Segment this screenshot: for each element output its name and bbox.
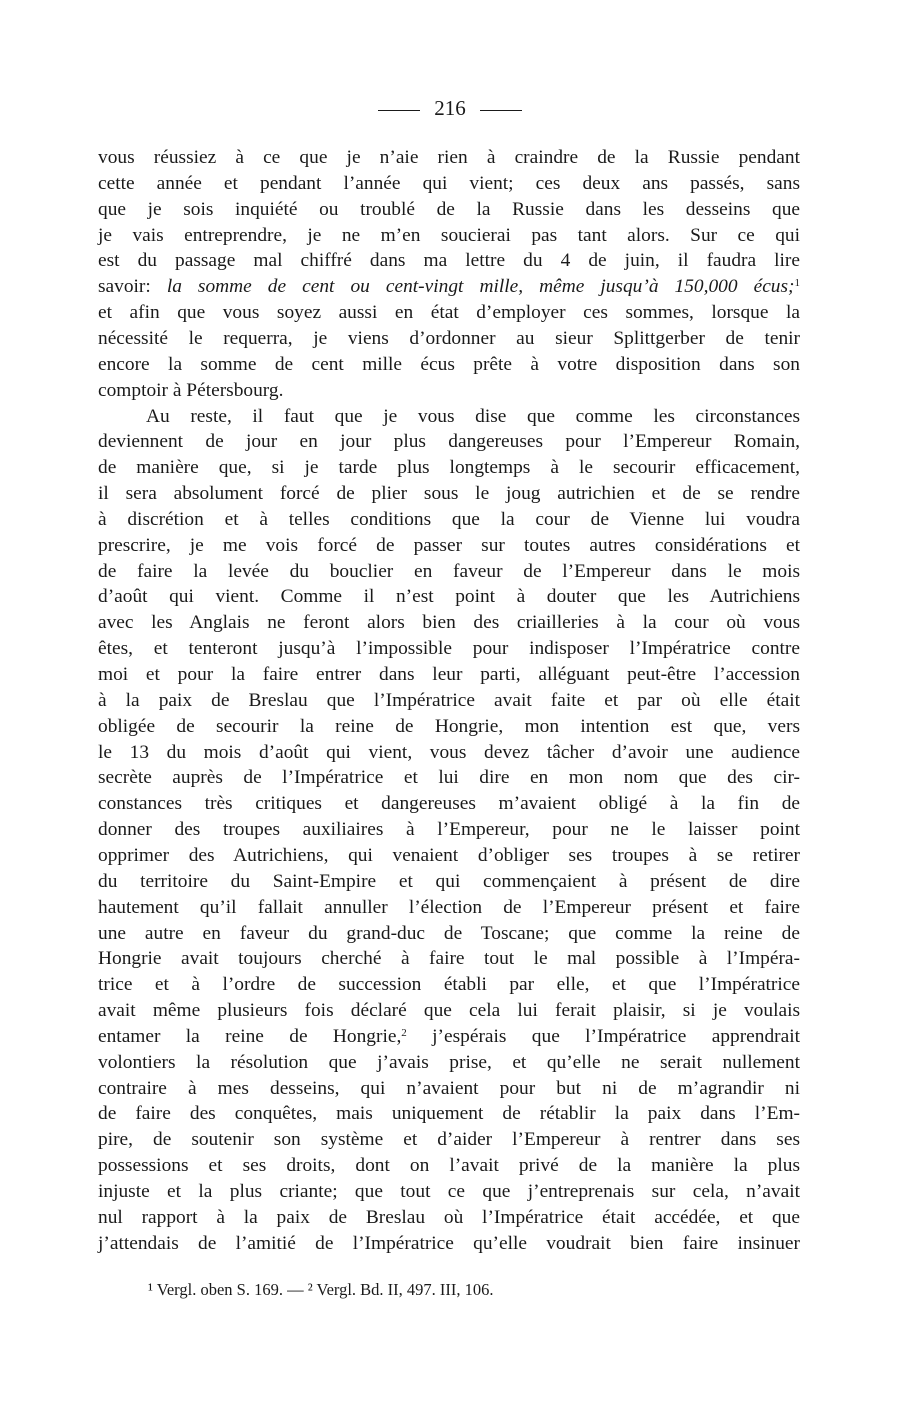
line-text: deviennent de jour en jour plus dangereuses pour l’Empereur Romain, [98,431,800,453]
text-line [98,171,800,197]
text-line [98,972,800,998]
text-line [98,921,800,947]
line-text: est du passage mal chiffré dans ma lettre du 4 de juin, il faudra lire [98,250,800,272]
text-line [98,481,800,507]
text-line [98,869,800,895]
text-line [98,455,800,481]
text-line [98,636,800,662]
text-line [98,300,800,326]
line-text: le 13 du mois d’août qui vient, vous devez tâcher d’avoir une audience [98,741,800,763]
text-line [98,765,800,791]
line-text: à discrétion et à telles conditions que la cour de Vienne lui voudra [98,508,800,530]
line-text: obligée de secourir la reine de Hongrie, mon intention est que, vers [98,715,800,737]
text-line [98,1101,800,1127]
text-line [98,1127,800,1153]
footnote-ref: 1 [794,277,800,290]
italic-text: la somme de cent ou cent-vingt mille, même jusqu’à 150,000 écus; [166,276,795,298]
line-text: comptoir à Pétersbourg. [98,379,284,401]
text-line [98,662,800,688]
text-line [98,688,800,714]
line-text: Au reste, il faut que je vous dise que comme les circonstances [146,405,800,427]
line-text: pire, de soutenir son système et d’aider l’Empereur à rentrer dans ses [98,1129,800,1151]
page-number: 216 [434,96,466,120]
text-line [98,740,800,766]
text-line [98,197,800,223]
line-text: une autre en faveur du grand-duc de Toscane; que comme la reine de [98,922,800,944]
text-line [98,791,800,817]
line-text: avec les Anglais ne feront alors bien des criailleries à la cour où vous [98,612,800,634]
text-line [98,378,800,404]
line-text: donner des troupes auxiliaires à l’Empereur, pour ne le laisser point [98,819,800,841]
text-line [98,352,800,378]
text-line [98,274,800,300]
header-rule-right [480,110,522,111]
text-line [98,1153,800,1179]
text-line [98,429,800,455]
text-line [98,714,800,740]
line-text: j’espérais que l’Impératrice apprendrait [406,1025,800,1047]
text-line [98,843,800,869]
line-text: à la paix de Breslau que l’Impératrice avait faite et par où elle était [98,689,800,711]
line-text: contraire à mes desseins, qui n’avaient pour but ni de m’agrandir ni [98,1077,800,1099]
line-text: cette année et pendant l’année qui vient; ces deux ans passés, sans [98,172,800,194]
line-text: trice et à l’ordre de succession établi par elle, et que l’Impératrice [98,974,800,996]
line-text: il sera absolument forcé de plier sous le joug autrichien et de se rendre [98,483,800,505]
line-text: possessions et ses droits, dont on l’avait privé de la manière la plus [98,1155,800,1177]
line-text: de faire la levée du bouclier en faveur de l’Empereur dans le mois [98,560,800,582]
line-text: nul rapport à la paix de Breslau où l’Impératrice était accédée, et que [98,1206,800,1228]
line-text: savoir: [98,276,167,298]
line-text: de manière que, si je tarde plus longtemps à le secourir efficacement, [98,457,800,479]
line-text: prescrire, je me vois forcé de passer sur toutes autres considérations et [98,534,800,556]
header-rule-left [378,110,420,111]
line-text: et afin que vous soyez aussi en état d’employer ces sommes, lorsque la [98,302,800,324]
page-header [0,96,900,121]
line-text: d’août qui vient. Comme il n’est point à douter que les Autrichiens [98,586,800,608]
line-text: de faire des conquêtes, mais uniquement de rétablir la paix dans l’Em- [98,1103,800,1125]
footnote-ref: 2 [401,1026,407,1039]
text-line [98,1024,800,1050]
text-line [98,1231,800,1257]
text-line [98,559,800,585]
text-line [98,404,800,430]
text-line [98,1205,800,1231]
text-line [98,998,800,1024]
line-text: vous réussiez à ce que je n’aie rien à craindre de la Russie pendant [98,147,800,168]
line-text: que je sois inquiété ou troublé de la Russie dans les desseins que [98,198,800,220]
line-text: moi et pour la faire entrer dans leur parti, alléguant peut-être l’accession [98,664,800,685]
line-text: nécessité le requerra, je viens d’ordonner au sieur Splittgerber de tenir [98,327,800,349]
line-text: j’attendais de l’amitié de l’Impératrice qu’elle voudrait bien faire insinuer [98,1232,800,1254]
line-text: injuste et la plus criante; que tout ce que j’entreprenais sur cela, n’avait [98,1181,800,1202]
text-line [98,1179,800,1205]
text-line [98,223,800,249]
line-text: secrète auprès de l’Impératrice et lui dire en mon nom que des cir- [98,767,800,789]
text-line [98,1076,800,1102]
text-line [98,946,800,972]
line-text: avait même plusieurs fois déclaré que cela lui ferait plaisir, si je voulais [98,1000,800,1022]
line-text: entamer la reine de Hongrie, [98,1025,402,1047]
text-line [98,1050,800,1076]
line-text: êtes, et tenteront jusqu’à l’impossible pour indisposer l’Impératrice contre [98,638,800,660]
text-line [98,248,800,274]
line-text: je vais entreprendre, je ne m’en soucierai pas tant alors. Sur ce qui [98,224,800,246]
text-line [98,326,800,352]
text-line [98,507,800,533]
text-line [98,817,800,843]
text-line [98,145,800,171]
line-text: opprimer des Autrichiens, qui venaient d’obliger ses troupes à se retirer [98,844,800,866]
line-text: hautement qu’il fallait annuller l’élection de l’Empereur présent et faire [98,896,800,918]
line-text: Hongrie avait toujours cherché à faire tout le mal possible à l’Impéra- [98,948,800,970]
text-line [98,533,800,559]
line-text: constances très critiques et dangereuses m’avaient obligé à la fin de [98,793,800,815]
text-line [98,610,800,636]
line-text: du territoire du Saint-Empire et qui commençaient à présent de dire [98,870,800,892]
line-text: encore la somme de cent mille écus prête à votre disposition dans son [98,353,800,375]
line-text: volontiers la résolution que j’avais prise, et qu’elle ne serait nullement [98,1051,800,1073]
text-line [98,584,800,610]
text-line [98,895,800,921]
footnotes: ¹ Vergl. oben S. 169. — ² Vergl. Bd. II, 497. III, 106. [148,1280,494,1299]
